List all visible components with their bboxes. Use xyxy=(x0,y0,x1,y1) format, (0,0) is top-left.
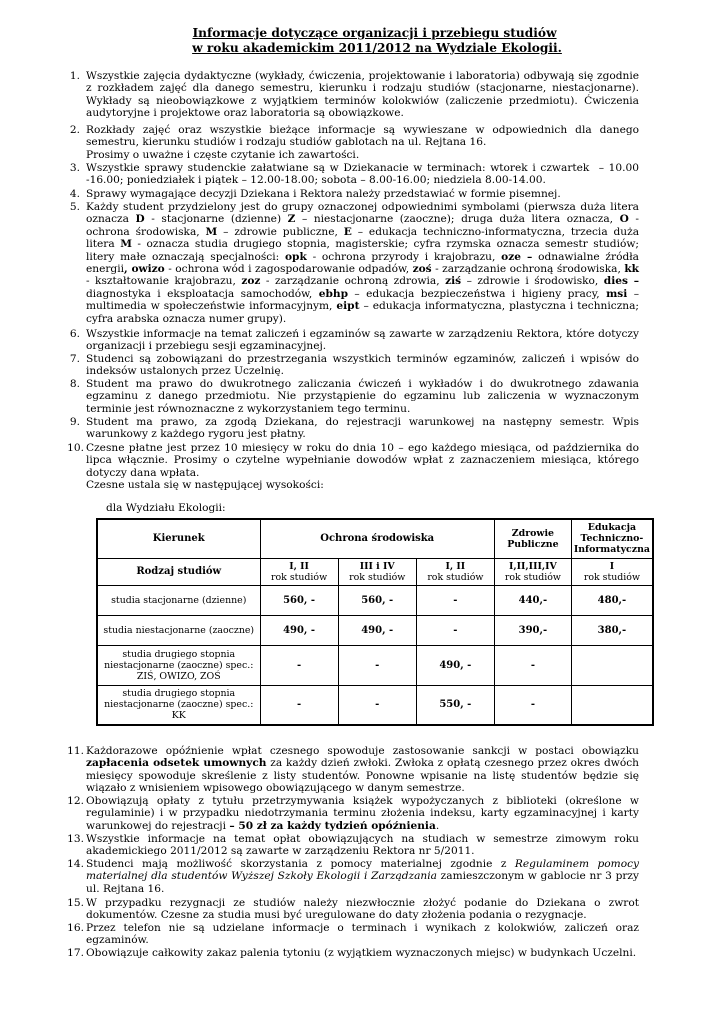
header-kierunek: Kierunek xyxy=(97,519,260,558)
table-row xyxy=(97,645,653,685)
list-item-text: Każdy student przydzielony jest do grupy oznaczonej odpowiednimi symbolami (pierwsza duża litera oznacza D - stacjonarne (dzienne) Z – niestacjonarne (zaoczne); druga duża litera oznacza, O - ochrona środowiska, M – zdrowie publiczne, E – edukacja techniczno-informatyczna, trzecia duża litera M - oznacza studia drugiego stopnia, magisterskie; cyfra rzymska oznacza semestr studiów; litery małe oznaczają specjalności: opk - ochrona przyrody i krajobrazu, oze – odnawialne źródła energii, owizo - ochrona wód i zagospodarowanie odpadów, zoś - zarządzanie ochroną środowiska, kk - kształtowanie krajobrazu, zoz - zarządzanie ochroną zdrowia, ziś – zdrowie i środowisko, dies – diagnostyka i eksploatacja samochodów, ebhp – edukacja bezpieczeństwa i higieny pracy, msi – multimedia w społeczeństwie informacyjnym, eipt – edukacja informatyczna, plastyczna i techniczna; cyfra arabska oznacza numer grupy). xyxy=(86,201,640,325)
list-item-number: 2. xyxy=(69,124,80,136)
list-item-text: W przypadku rezygnacji ze studiów należy niezwłocznie złożyć podanie do Dziekana o zwrot dokumentów. Czesne za studia musi być uregulowane do daty złożenia podania o rezygnacje. xyxy=(86,897,639,922)
table-cell: - xyxy=(338,685,416,725)
list-item xyxy=(67,947,639,959)
list-item-number: 7. xyxy=(69,353,80,365)
list-item xyxy=(69,162,639,187)
list-item xyxy=(69,378,639,415)
list-item-number: 12. xyxy=(67,795,84,807)
list-item-number: 10. xyxy=(67,442,84,454)
table-cell: 490, - xyxy=(338,615,416,645)
table-cell: - xyxy=(416,585,494,615)
table-cell: - xyxy=(260,685,338,725)
table-cell xyxy=(571,685,653,725)
list-item-number: 5. xyxy=(69,201,80,213)
list-item-text: Sprawy wymagające decyzji Dziekana i Rektora należy przedstawiać w formie pisemnej. xyxy=(86,188,561,200)
table-row xyxy=(97,615,653,645)
list-item-number: 17. xyxy=(67,947,84,959)
row-label: studia stacjonarne (dzienne) xyxy=(97,585,260,615)
list-item-text: Obowiązują opłaty z tytułu przetrzymywania książek wypożyczanych z biblioteki (określone w regulaminie) i w przypadku niedotrzymania terminu złożenia indeksu, karty egzaminacyjnej i karty warunkowej do rejestracji – 50 zł za każdy tydzień opóźnienia. xyxy=(86,795,639,832)
table-cell: - xyxy=(494,645,571,685)
list-item xyxy=(67,442,639,492)
table-cell: 560, - xyxy=(260,585,338,615)
list-item-text: Rozkłady zajęć oraz wszystkie bieżące informacje są wywieszane w odpowiednich dla danego semestru, kierunku studiów i rodzaju studiów gablotach na ul. Rejtana 16. Prosimy o uważne i częste czytanie ich zawartości. xyxy=(86,124,639,161)
list-item-text: Studenci mają możliwość skorzystania z pomocy materialnej zgodnie z Regulaminem pomocy materialnej dla studentów Wyższej Szkoły Ekologii i Zarządzania zamieszczonym w gablocie nr 3 przy ul. Rejtana 16. xyxy=(86,858,639,895)
subheader-col-2: III i IV rok studiów xyxy=(338,558,416,585)
list-item-text: Obowiązuje całkowity zakaz palenia tytoniu (z wyjątkiem wyznaczonych miejsc) w budynkach Uczelni. xyxy=(86,947,637,959)
list-item-text: Studenci są zobowiązani do przestrzegania wszystkich terminów egzaminów, zaliczeń i wpisów do indeksów ustalonych przez Uczelnię. xyxy=(86,353,639,378)
header-edukacja: Edukacja Techniczno-Informatyczna xyxy=(571,519,653,558)
list-item xyxy=(67,833,639,858)
list-item xyxy=(67,745,639,795)
table-cell: - xyxy=(260,645,338,685)
list-item-number: 13. xyxy=(67,833,84,845)
header-zdrowie-publiczne: Zdrowie Publiczne xyxy=(494,519,571,558)
list-item xyxy=(67,897,639,922)
header-ochrona-srodowiska: Ochrona środowiska xyxy=(260,519,494,558)
table-cell: 440,- xyxy=(494,585,571,615)
tuition-table xyxy=(96,518,654,726)
list-item-text: Student ma prawo, za zgodą Dziekana, do rejestracji warunkowej na następny semestr. Wpis warunkowy z każdego rygoru jest płatny. xyxy=(86,416,639,441)
list-item xyxy=(69,70,639,120)
table-cell: - xyxy=(494,685,571,725)
list-item xyxy=(67,795,639,832)
list-item xyxy=(69,201,640,325)
table-cell: - xyxy=(338,645,416,685)
table-cell: 490, - xyxy=(260,615,338,645)
header-rodzaj-studiow: Rodzaj studiów xyxy=(97,558,260,585)
subheader-col-3: I, II rok studiów xyxy=(416,558,494,585)
page-title-line-2: w roku akademickim 2011/2012 na Wydziale Ekologii. xyxy=(192,41,562,55)
list-item-text: Każdorazowe opóźnienie wpłat czesnego spowoduje zastosowanie sankcji w postaci obowiązku zapłacenia odsetek umownych za każdy dzień zwłoki. Zwłoka z opłatą czesnego przez okres dwóch miesięcy spowoduje skreślenie z listy studentów. Ponowne wpisanie na listę studentów będzie się wiązało z wnisieniem wpisowego obowiązującego w danym semestrze. xyxy=(86,745,639,795)
list-item-number: 6. xyxy=(69,328,80,340)
list-item xyxy=(67,922,639,947)
list-item-number: 14. xyxy=(67,858,84,870)
list-item-number: 16. xyxy=(67,922,84,934)
table-cell: 560, - xyxy=(338,585,416,615)
list-item-number: 8. xyxy=(69,378,80,390)
list-item-text: Wszystkie sprawy studenckie załatwiane są w Dziekanacie w terminach: wtorek i czwartek – 10.00 -16.00; poniedziałek i piątek – 12.00-18.00; sobota – 8.00-16.00; niedziela 8.00-14.00. xyxy=(86,162,639,187)
row-label: studia drugiego stopnia niestacjonarne (zaoczne) spec.: ZIŚ, OWIZO, ZOŚ xyxy=(97,645,260,685)
table-cell: - xyxy=(416,615,494,645)
table-row xyxy=(97,585,653,615)
subheader-col-4: I,II,III,IV rok studiów xyxy=(494,558,571,585)
list-item xyxy=(67,858,639,895)
list-item xyxy=(69,353,639,378)
page-title-line-1: Informacje dotyczące organizacji i przebiegu studiów xyxy=(192,26,557,40)
table-cell: 380,- xyxy=(571,615,653,645)
list-item-text: Wszystkie informacje na temat zaliczeń i egzaminów są zawarte w zarządzeniu Rektora, które dotyczy organizacji i przebiegu sesji egzaminacyjnej. xyxy=(86,328,639,353)
list-item-text: Czesne płatne jest przez 10 miesięcy w roku do dnia 10 – ego każdego miesiąca, od października do lipca włącznie. Prosimy o czytelne wypełnianie dowodów wpłat z zaznaczeniem miesiąca, którego dotyczy dana wpłata. Czesne ustala się w następującej wysokości: xyxy=(86,442,639,492)
list-item xyxy=(69,124,639,161)
list-item xyxy=(69,188,639,200)
list-item-number: 3. xyxy=(69,162,80,174)
table-intro: dla Wydziału Ekologii: xyxy=(106,502,226,514)
row-label: studia niestacjonarne (zaoczne) xyxy=(97,615,260,645)
row-label: studia drugiego stopnia niestacjonarne (zaoczne) spec.: KK xyxy=(97,685,260,725)
table-cell xyxy=(571,645,653,685)
list-item-text: Przez telefon nie są udzielane informacje o terminach i wynikach z kolokwiów, zaliczeń oraz egzaminów. xyxy=(86,922,639,947)
list-item-text: Wszystkie informacje na temat opłat obowiązujących na studiach w semestrze zimowym roku akademickiego 2011/2012 są zawarte w zarządzeniu Rektora nr 5/2011. xyxy=(86,833,639,858)
subheader-col-5: I rok studiów xyxy=(571,558,653,585)
list-item-number: 15. xyxy=(67,897,84,909)
table-cell: 490, - xyxy=(416,645,494,685)
list-item xyxy=(69,416,639,441)
list-item-number: 9. xyxy=(69,416,80,428)
list-item-number: 1. xyxy=(69,70,80,82)
list-item-number: 4. xyxy=(69,188,80,200)
table-cell: 390,- xyxy=(494,615,571,645)
subheader-col-1: I, II rok studiów xyxy=(260,558,338,585)
table-row xyxy=(97,685,653,725)
list-item-number: 11. xyxy=(67,745,84,757)
list-item xyxy=(69,328,639,353)
table-cell: 550, - xyxy=(416,685,494,725)
list-item-text: Student ma prawo do dwukrotnego zaliczania ćwiczeń i wykładów i do dwukrotnego zdawania egzaminu z danego przedmiotu. Nie przystąpienie do egzaminu lub zaliczenia w wyznaczonym terminie jest równoznaczne z wykorzystaniem tego terminu. xyxy=(86,378,639,415)
table-cell: 480,- xyxy=(571,585,653,615)
list-item-text: Wszystkie zajęcia dydaktyczne (wykłady, ćwiczenia, projektowanie i laboratoria) odbywają się zgodnie z rozkładem zajęć dla danego semestru, kierunku i rodzaju studiów (stacjonarne, niestacjonarne). Wykłady są nieobowiązkowe z wyjątkiem terminów kolokwiów (zaliczenie przedmiotu). Ćwiczenia audytoryjne i projektowe oraz laboratoria są obowiązkowe. xyxy=(86,70,639,120)
